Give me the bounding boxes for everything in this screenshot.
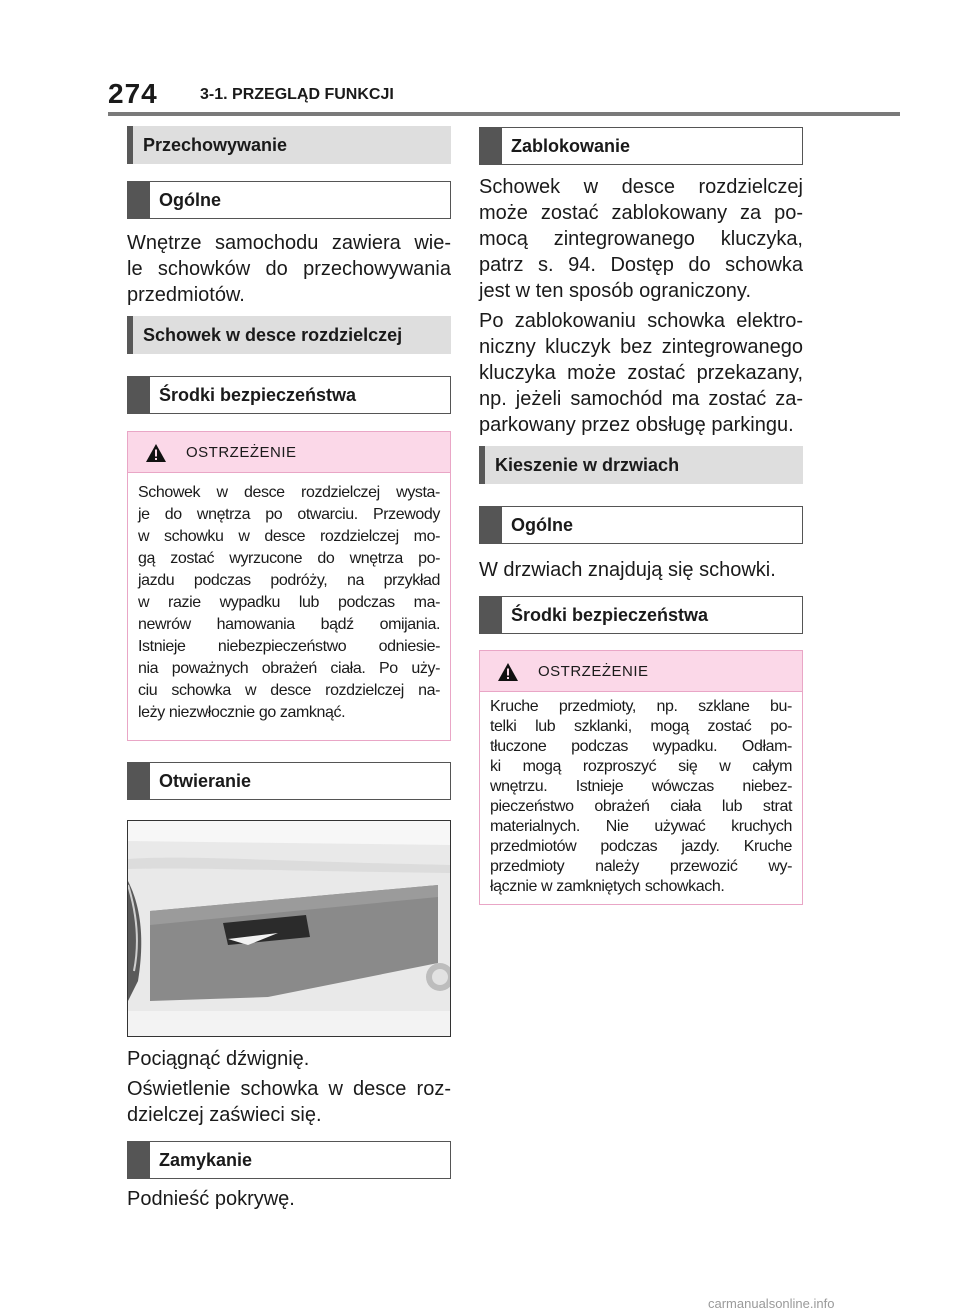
heading-glovebox: Schowek w desce rozdzielczej xyxy=(127,316,451,354)
closing-paragraph: Podnieść pokrywę. xyxy=(127,1188,295,1210)
warning-title: OSTRZEŻENIE xyxy=(186,444,297,461)
warning-triangle-icon xyxy=(145,443,167,463)
watermark: carmanualsonline.info xyxy=(708,1296,835,1311)
opening-step-2: Oświetlenie schowka w desce roz- dzielczej zaświeci się. xyxy=(127,1078,451,1126)
heading-storage: Przechowywanie xyxy=(127,126,451,164)
opening-step-1: Pociągnąć dźwignię. xyxy=(127,1048,310,1070)
warning-triangle-icon xyxy=(497,662,519,682)
chapter-title: 3-1. PRZEGLĄD FUNKCJI xyxy=(200,86,394,103)
locking-paragraph-1: Schowek w desce rozdzielczej może zostać zablokowany za po- mocą zintegrowanego kluczyka, patrz s. 94. Dostęp do schowka jest w ten sposób ograniczony. xyxy=(479,176,803,302)
glovebox-photo xyxy=(127,820,451,1037)
heading-door-pockets: Kieszenie w drzwiach xyxy=(479,446,803,484)
page-number: 274 xyxy=(108,78,158,109)
subheading-general: Ogólne xyxy=(127,181,451,219)
subheading-opening: Otwieranie xyxy=(127,762,451,800)
subheading-general-door: Ogólne xyxy=(479,506,803,544)
subheading-locking: Zablokowanie xyxy=(479,127,803,165)
general-paragraph: Wnętrze samochodu zawiera wie- le schowków do przechowywania przedmiotów. xyxy=(127,232,451,306)
header-rule xyxy=(108,112,900,116)
warning-title: OSTRZEŻENIE xyxy=(538,663,649,680)
subheading-closing: Zamykanie xyxy=(127,1141,451,1179)
door-paragraph: W drzwiach znajdują się schowki. xyxy=(479,559,776,581)
warning-box-door xyxy=(479,650,803,905)
subheading-safety-door: Środki bezpieczeństwa xyxy=(479,596,803,634)
subheading-safety: Środki bezpieczeństwa xyxy=(127,376,451,414)
warning-text: Kruche przedmioty, np. szklane bu- telki lub szklanki, mogą zostać po- tłuczone podczas wypadku. Odłam- ki mogą rozproszyć się w całym wnętrzu. Istnieje wówczas niebez- pieczeństwo obrażeń ciała lub strat materialnych. Nie używać kruchych przedmiotów podczas jazdy. Kruche przedmioty należy przewozić wy- łącznie w zamkniętych schowkach. xyxy=(490,698,792,895)
warning-box-glovebox xyxy=(127,431,451,741)
locking-paragraph-2: Po zablokowaniu schowka elektro- niczny kluczyk bez zintegrowanego kluczyka może zostać przekazany, np. jeżeli samochód ma zostać za- parkowany przez obsługę parkingu. xyxy=(479,310,803,436)
warning-text: Schowek w desce rozdzielczej wysta- je do wnętrza po otwarciu. Przewody w schowku w desce rozdzielczej mo- gą zostać wyrzucone do wnętrza po- jazdu podczas podróży, na przykład w razie wypadku lub podczas ma- newrów hamowania bądź omijania. Istnieje niebezpieczeństwo odniesie- nia poważnych obrażeń ciała. Po uży- ciu schowka w desce rozdzielczej na- leży niezwłocznie go zamknąć. xyxy=(138,484,440,721)
